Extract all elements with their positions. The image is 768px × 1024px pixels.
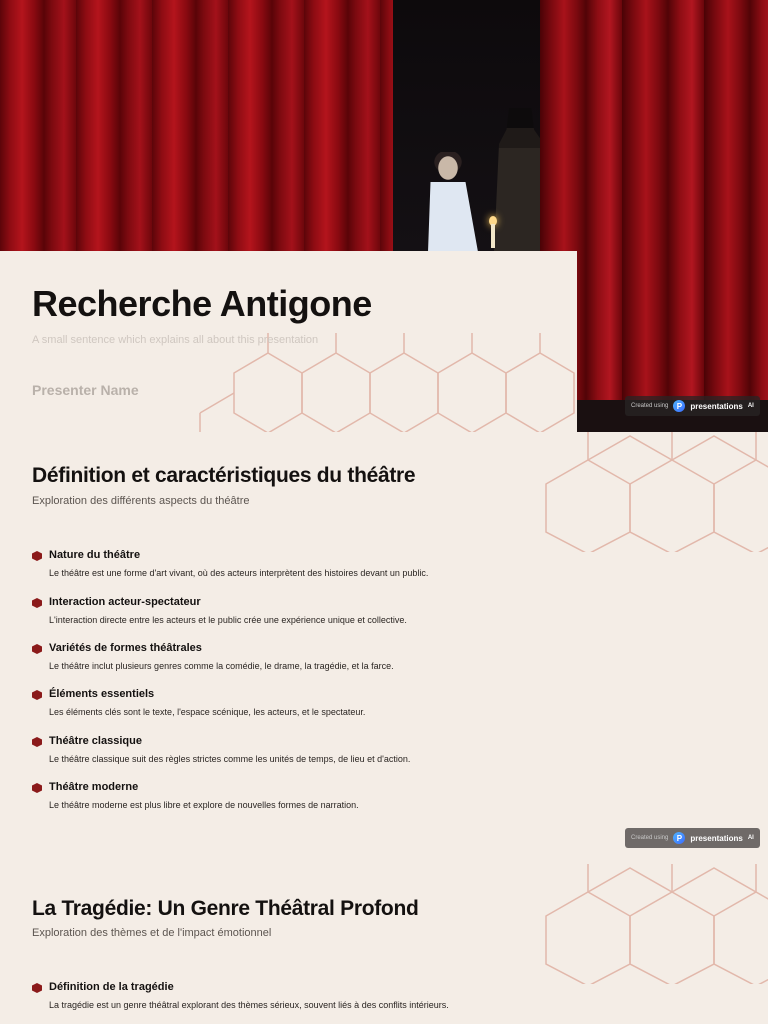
- presentation-subtitle: A small sentence which explains all about this presentation: [32, 334, 319, 346]
- list-item-heading: Nature du théâtre: [49, 549, 141, 561]
- list-item-heading: Éléments essentiels: [49, 688, 155, 700]
- list-item-heading: Variétés de formes théâtrales: [49, 642, 202, 654]
- list-item-heading: Interaction acteur-spectateur: [49, 596, 201, 608]
- hexagon-pattern-icon: [544, 864, 768, 984]
- section-title: La Tragédie: Un Genre Théâtral Profond: [32, 897, 419, 920]
- created-using-badge[interactable]: [625, 828, 760, 848]
- list-item-heading: Définition de la tragédie: [49, 981, 174, 993]
- list-item-description: Le théâtre inclut plusieurs genres comme la comédie, le drame, la tragédie, et la farce.: [49, 661, 394, 671]
- list-item-description: L'interaction directe entre les acteurs et le public crée une expérience unique et collective.: [49, 615, 407, 625]
- created-using-badge[interactable]: [625, 396, 760, 416]
- brand-suffix: AI: [747, 835, 754, 841]
- list-item-description: Le théâtre classique suit des règles strictes comme les unités de temps, de lieu et d'action.: [49, 754, 411, 764]
- candle-image: [491, 224, 495, 248]
- brand-name: presentations: [690, 833, 743, 843]
- list-item-description: Les éléments clés sont le texte, l'espace scénique, les acteurs, et le spectateur.: [49, 707, 366, 717]
- list-item-heading: Théâtre classique: [49, 735, 142, 747]
- list-item-description: Le théâtre moderne est plus libre et explore de nouvelles formes de narration.: [49, 800, 359, 810]
- hexagon-bullet-icon: [32, 737, 42, 747]
- hexagon-bullet-icon: [32, 690, 42, 700]
- hexagon-bullet-icon: [32, 598, 42, 608]
- title-slide: [0, 0, 768, 432]
- brand-name: presentations: [690, 401, 743, 411]
- hexagon-pattern-icon: [544, 432, 768, 552]
- hexagon-bullet-icon: [32, 983, 42, 993]
- brand-suffix: AI: [747, 403, 754, 409]
- created-using-label: Created using: [631, 835, 669, 841]
- hexagon-bullet-icon: [32, 644, 42, 654]
- list-item-description: Le théâtre est une forme d'art vivant, où des acteurs interprètent des histoires devant un public.: [49, 568, 429, 578]
- list-item-description: La tragédie est un genre théâtral explorant des thèmes sérieux, souvent liés à des conflits intérieurs.: [49, 1000, 449, 1010]
- hexagon-bullet-icon: [32, 783, 42, 793]
- presentation-title: Recherche Antigone: [32, 283, 372, 324]
- hexagon-bullet-icon: [32, 551, 42, 561]
- created-using-label: Created using: [631, 403, 669, 409]
- presentations-logo-icon: P: [673, 832, 685, 844]
- presentations-logo-icon: P: [673, 400, 685, 412]
- section-subtitle: Exploration des thèmes et de l'impact émotionnel: [32, 927, 272, 939]
- section-title: Définition et caractéristiques du théâtre: [32, 464, 416, 487]
- presenter-name: Presenter Name: [32, 382, 139, 398]
- section-subtitle: Exploration des différents aspects du théâtre: [32, 495, 250, 507]
- list-item-heading: Théâtre moderne: [49, 781, 139, 793]
- hexagon-pattern-icon: [196, 333, 577, 432]
